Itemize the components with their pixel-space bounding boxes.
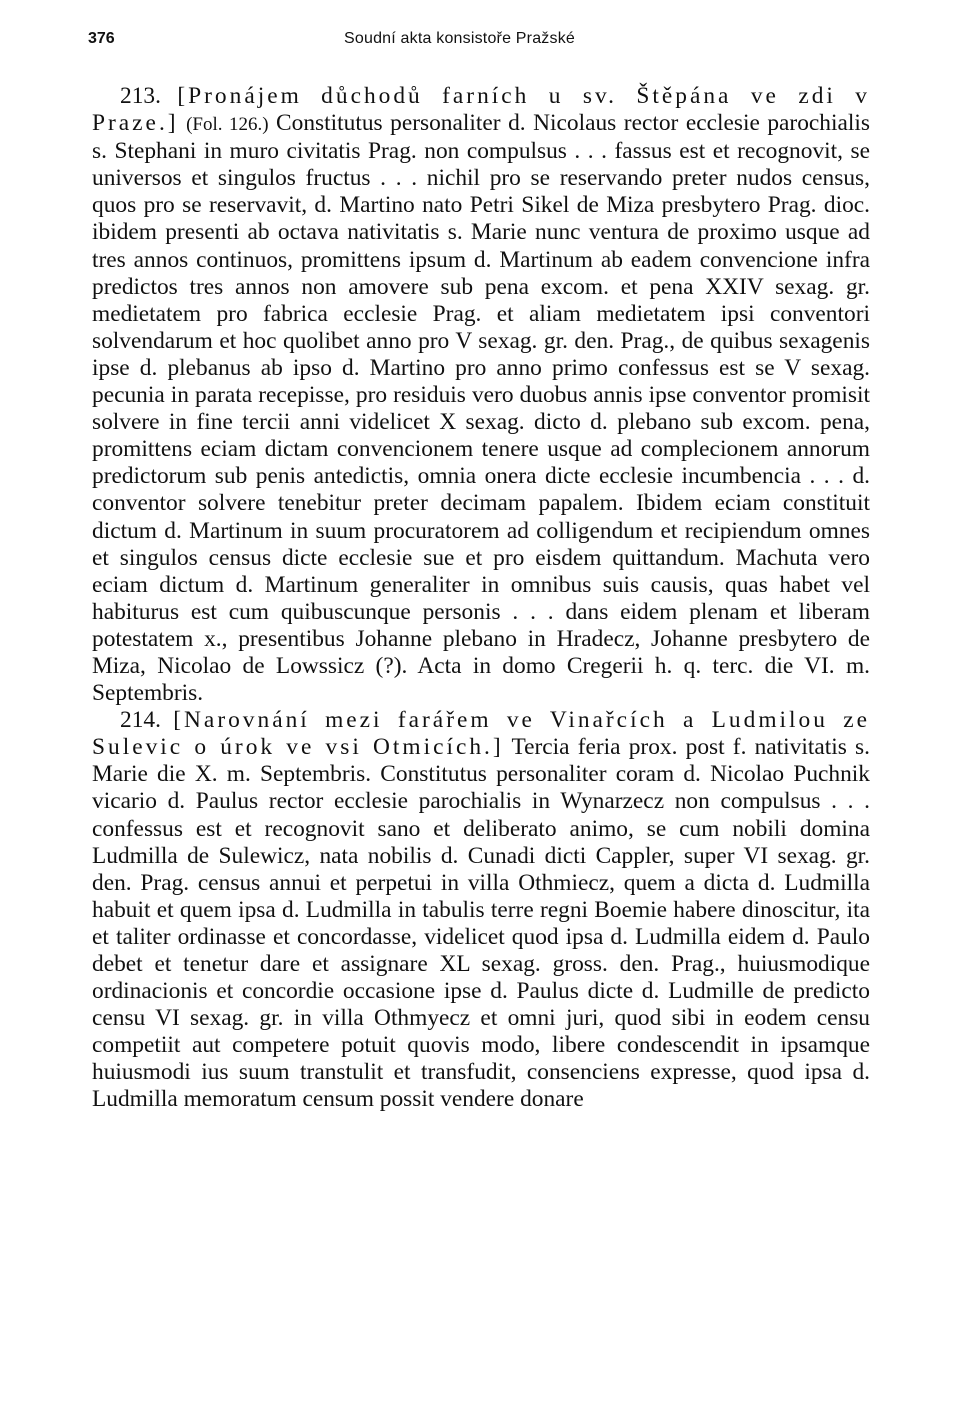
entry-text: Tercia feria prox. post f. nativitatis s. Marie die X. m. Septembris. Constitutus personaliter coram d. Nicolao Puchnik vicario d. Paulus rector ecclesie parochialis in Wynarzecz non compulsus . . . confessus est et recognovit sano et deliberato animo, se cum nobili domina Ludmilla de Sulewicz, nata nobilis d. Cunadi dicti Cappler, super VI sexag. gr. den. Prag. census annui et perpetui in villa Othmiecz, quem a dicta d. Ludmilla habuit et quem ipsa d. Ludmilla in tabulis terre regni Boemie habere dinoscitur, ita et taliter ordinasse et concordasse, videlicet quod ipsa d. Ludmilla eidem d. Paulo debet et tenetur dare et assignare XL sexag. gross. den. Prag., huiusmodique ordinacionis et concordie occasione ipse d. Paulus dicte d. Ludmille de predicto censu VI sexag. gr. in villa Othmyecz et omni juri, quod sibi in eodem censu competiit aut competere potuit quovis modo, libere condescendit in ipsamque huiusmodi ius suum transtulit et transfudit, consenciens expresse, quod ipsa d. Ludmilla memoratum censum possit vendere donare (92, 734, 870, 1113)
folio-reference: (Fol. 126.) (186, 114, 269, 136)
page-number: 376 (88, 30, 115, 47)
entry-number: 213. (120, 83, 161, 109)
entry-214 (92, 707, 870, 1113)
body-text (92, 83, 870, 1114)
document-page (88, 30, 870, 1114)
running-head (88, 30, 870, 58)
entry-title: [Narovnání mezi farářem ve Vinařcích a Ludmilou ze Sulevic o úrok ve vsi Otmicích.] (92, 707, 870, 761)
entry-title: [Pronájem důchodů farních u sv. Štěpána ve zdi v Praze.] (92, 83, 870, 137)
entry-213 (92, 83, 870, 707)
entry-text: Constitutus personaliter d. Nicolaus rector ecclesie parochialis s. Stephani in muro civitatis Prag. non compulsus . . . fassus est et recognovit, se universos et singulos fructus . . . nichil pro se reservando preter nudos census, quos pro se reservavit, d. Martino nato Petri Sikel de Miza presbytero Prag. dioc. ibidem presenti ab octava nativitatis s. Marie nunc ventura de proximo usque ad tres annos continuos, promittens ipsum d. Martinum ab eadem convencione infra predictos tres annos non amovere sub pena excom. et pena XXIV sexag. gr. medietatem pro fabrica ecclesie Prag. et aliam medietatem ipsi conventori solvendarum et hoc quolibet anno pro V sexag. gr. den. Prag., de quibus sexagenis ipse d. plebanus ab ipso d. Martino pro anno primo confessus est se V sexag. pecunia in parata recepisse, pro residuis vero duobus annis ipse conventor promisit solvere in fine tercii anni videlicet X sexag. dicto d. plebano sub excom. pena, promittens eciam dictam convencionem tenere usque ad complecionem annorum predictorum sub penis antedictis, omnia onera dicte ecclesie incumbencia . . . d. conventor solvere tenebitur preter decimam papalem. Ibidem eciam constituit dictum d. Martinum in suum procuratorem ad colligendum et recipiendum omnes et singulos census dicte ecclesie sue et pro eisdem quittandum. Machuta vero eciam dictum d. Martinum generaliter in omnibus suis causis, quas habet vel habiturus est cum quibuscunque personis . . . dans eidem plenam et liberam potestatem x., presentibus Johanne plebano in Hradecz, Johanne presbytero de Miza, Nicolao de Lowssicz (?). Acta in domo Cregerii h. q. terc. die VI. m. Septembris. (92, 110, 870, 707)
running-title: Soudní akta konsistoře Pražské (344, 30, 576, 47)
entry-number: 214. (120, 707, 161, 734)
